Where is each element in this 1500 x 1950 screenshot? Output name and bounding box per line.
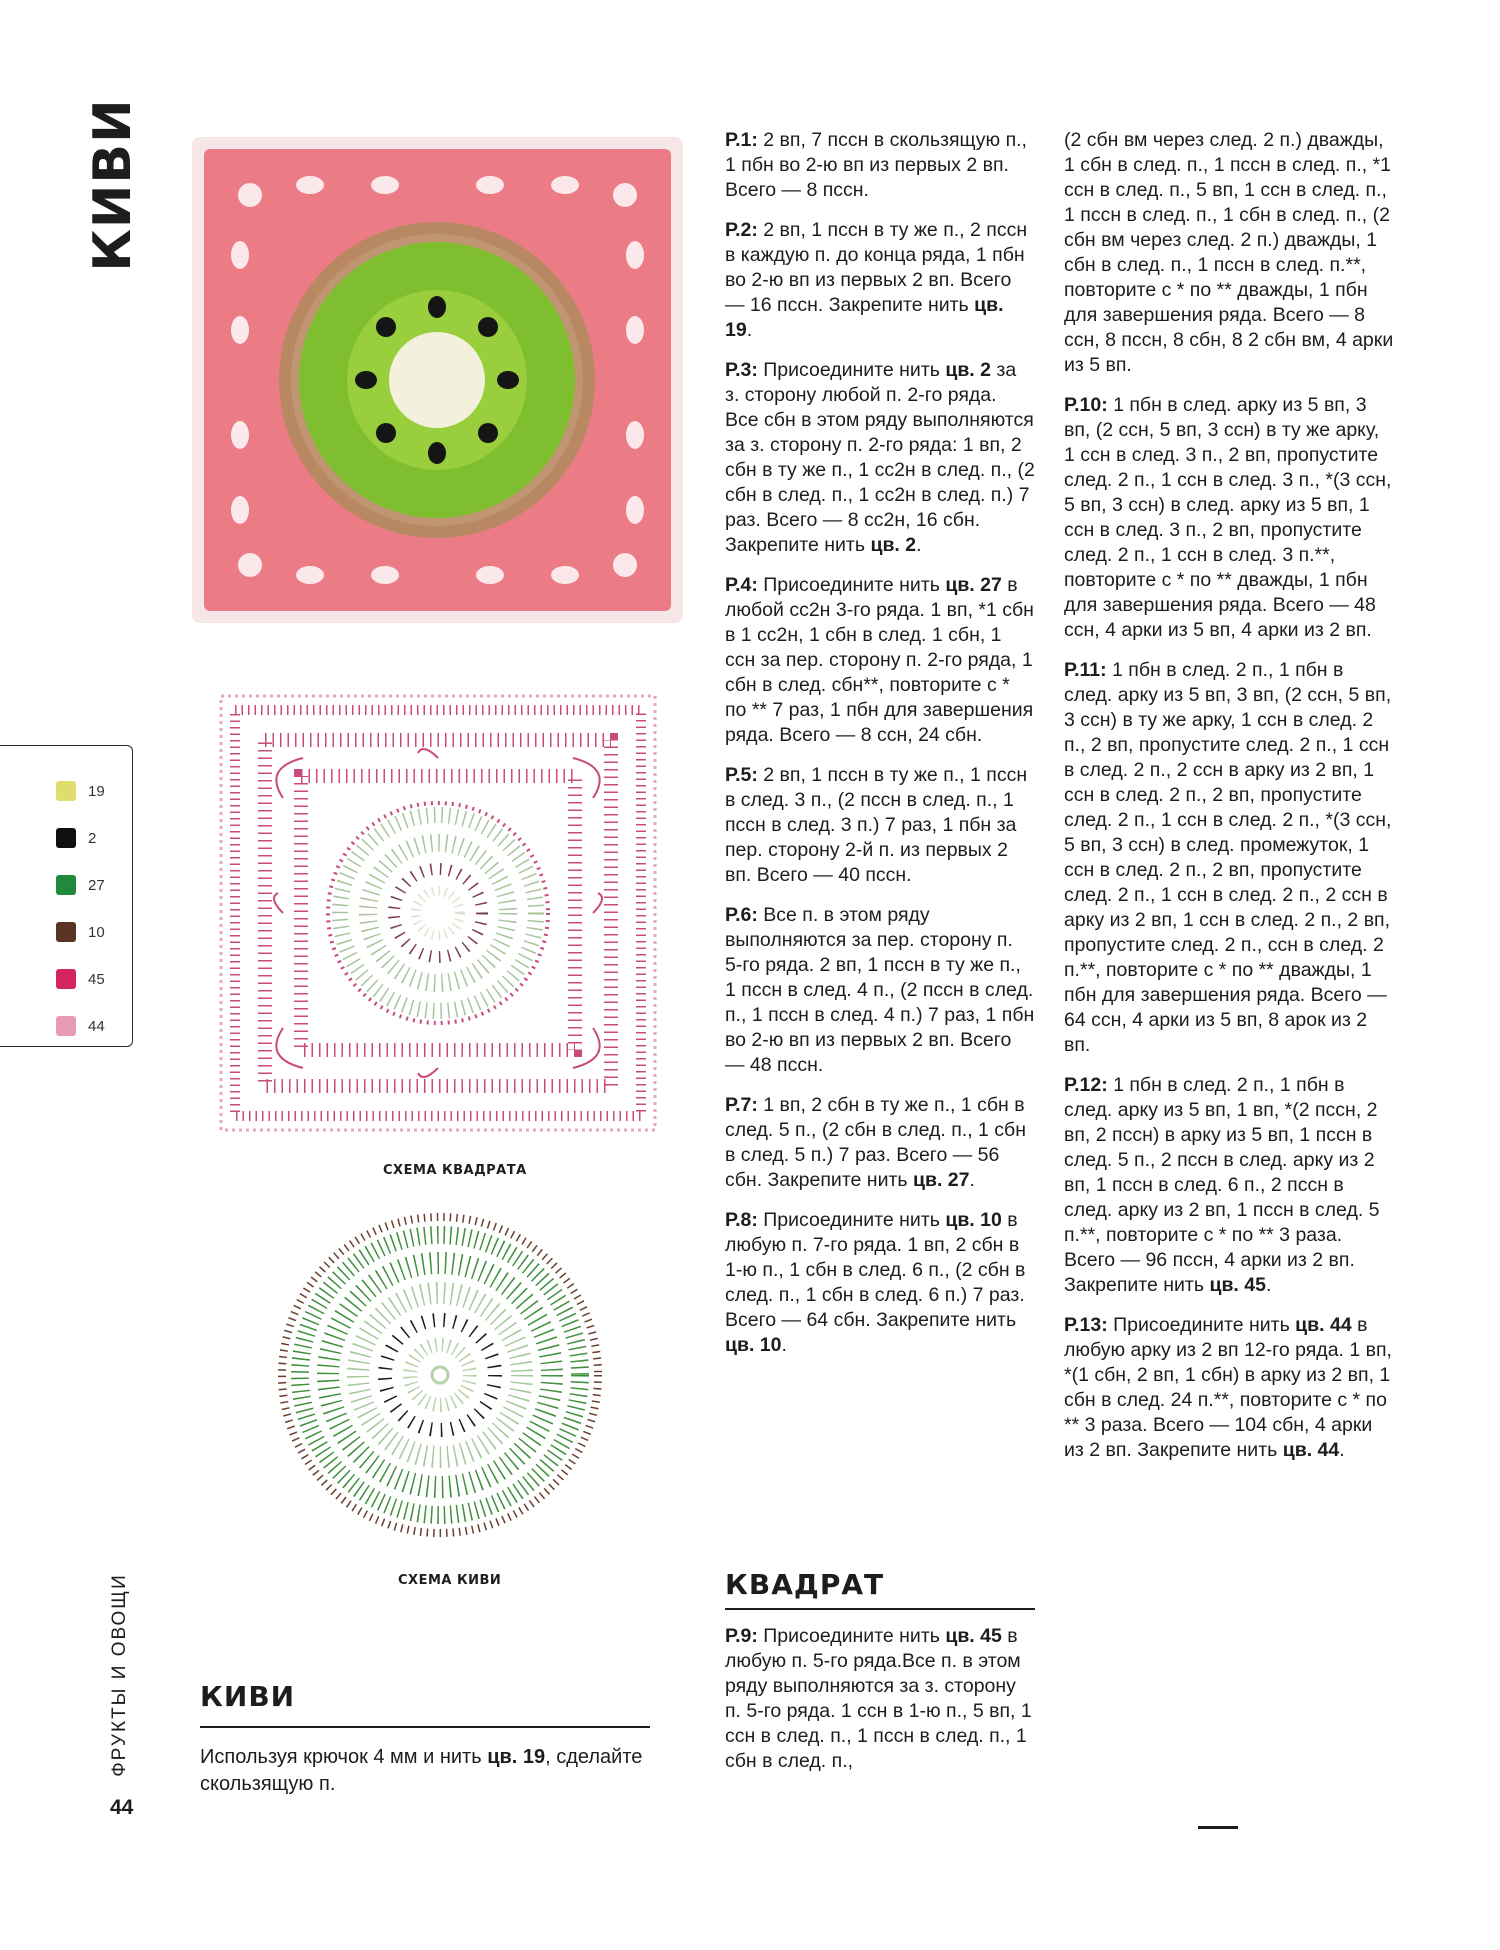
- row-color: цв. 45: [945, 1625, 1002, 1647]
- legend-swatch: [56, 1016, 76, 1036]
- row-text: Присоедините нить: [757, 574, 946, 596]
- chart-center: [416, 891, 460, 935]
- kiwi-center: [432, 1367, 448, 1383]
- chart-row-3: [394, 869, 482, 957]
- legend-swatch: [56, 922, 76, 942]
- row-color: цв. 45: [1209, 1274, 1266, 1296]
- row-9: [725, 1624, 1035, 1774]
- kiwi-intro-color: цв. 19: [487, 1746, 546, 1768]
- row-label: Р.5:: [725, 764, 758, 786]
- row-5: [725, 763, 1035, 888]
- row-text: Присоедините нить: [757, 1209, 946, 1231]
- row-text: Присоедините нить: [757, 359, 946, 381]
- row-text: в любой сс2н 3-го ряда. 1 вп, *1 сбн в 1 сс2н, 1 сбн в след. 1 сбн, 1 ссн за пер. сторону п. 2-го ряда, 1 сбн в след. сбн**, повторите с * по ** 7 раз, 1 пбн для завершения ряда. Всего — 8 ссн, 24 сбн.: [725, 574, 1034, 746]
- page-title-text: КИВИ: [83, 98, 143, 272]
- row-label: Р.6:: [725, 904, 758, 926]
- row-6: [725, 903, 1035, 1078]
- end-dash: [1198, 1826, 1238, 1829]
- row-text: в любую п. 7-го ряда. 1 вп, 2 сбн в 1-ю п., 1 сбн в след. 6 п., (2 сбн в след. п., 1 сбн в след. 6 п.) 7 раз. Всего — 64 сбн. Закрепите нить: [725, 1209, 1026, 1331]
- chart-corner-arcs: [274, 749, 602, 1077]
- legend-item: [56, 922, 105, 942]
- kiwi-intro: [200, 1744, 660, 1798]
- row-label: Р.4:: [725, 574, 758, 596]
- row-text-end: .: [1339, 1439, 1345, 1461]
- row-12: [1064, 1073, 1394, 1298]
- legend-swatch: [56, 828, 76, 848]
- kiwi-square-photo: [190, 135, 685, 625]
- row-color: цв. 19: [725, 294, 1004, 341]
- row-1: [725, 128, 1035, 203]
- row-text: в любую п. 5-го ряда.Все п. в этом ряду выполняются за з. сторону п. 5-го ряда. 1 ссн в 1-ю п., 5 вп, 1 ссн в след. п., 1 пссн в след. п., 1 сбн в след. п.,: [725, 1625, 1032, 1772]
- row-color: цв. 44: [1295, 1314, 1352, 1336]
- legend-item: [56, 875, 105, 895]
- kiwi-chart-diagram: [275, 1210, 605, 1540]
- row-label: Р.3:: [725, 359, 758, 381]
- row-2: [725, 218, 1035, 343]
- row-text-end: .: [969, 1169, 975, 1191]
- legend-swatch: [56, 781, 76, 801]
- pattern-column-1: [725, 128, 1035, 1373]
- pattern-column-2: [1064, 128, 1394, 1478]
- legend-number: 2: [88, 829, 97, 847]
- row-text: 2 вп, 1 пссн в ту же п., 2 пссн в каждую п. до конца ряда, 1 пбн во 2-ю вп из первых 2 вп. Всего — 16 пссн. Закрепите нить: [725, 219, 1028, 316]
- row-label: Р.13:: [1064, 1314, 1108, 1336]
- row-color: цв. 10: [945, 1209, 1002, 1231]
- kiwi-heading-rule: [200, 1726, 650, 1728]
- section-label-text: ФРУКТЫ И ОВОЩИ: [109, 1573, 130, 1777]
- legend-number: 45: [88, 970, 105, 988]
- row-color: цв. 2: [870, 534, 917, 556]
- row-label: Р.11:: [1064, 659, 1107, 681]
- row-color: цв. 10: [725, 1334, 782, 1356]
- row-text: 1 пбн в след. арку из 5 вп, 3 вп, (2 ссн, 5 вп, 3 ссн) в ту же арку, 1 ссн в след. 3 п., 2 вп, пропустите след. 2 п., 1 ссн в след. 3 п., *(3 ссн, 5 вп, 3 ссн) в след. арку из 5 вп, 1 ссн в след. 3 п., 2 вп, пропустите след. 2 п., 1 ссн в след. 3 п.**, повторите с * по ** дважды, 1 пбн для завершения ряда. Всего — 48 ссн, 4 арки из 5 вп, 4 арки из 2 вп.: [1064, 394, 1392, 641]
- row-7: [725, 1093, 1035, 1193]
- row-text: 2 вп, 7 пссн в скользящую п., 1 пбн во 2-ю вп из первых 2 вп. Всего — 8 пссн.: [725, 129, 1027, 201]
- row-label: Р.1:: [725, 129, 758, 151]
- kiwi-core: [389, 332, 485, 428]
- row-13: [1064, 1313, 1394, 1463]
- kiwi-heading: КИВИ: [200, 1680, 296, 1713]
- legend-number: 27: [88, 876, 105, 894]
- row-color: цв. 27: [945, 574, 1002, 596]
- row-11: [1064, 658, 1394, 1058]
- row-9-continued: (2 сбн вм через след. 2 п.) дважды, 1 сбн в след. п., 1 пссн в след. п., *1 ссн в след. п., 5 вп, 1 ссн в след. п., 1 пссн в след. п., 1 сбн в след. п., (2 сбн вм через след. 2 п.) дважды, 1 сбн в след. п., 1 пссн в след. п.**, повторите с * по ** дважды, 1 пбн для завершения ряда. Всего — 8 ссн, 8 пссн, 8 сбн, 8 2 сбн вм, 4 арки из 5 вп.: [1064, 129, 1394, 376]
- row-text: Присоедините нить: [757, 1625, 946, 1647]
- legend-number: 10: [88, 923, 105, 941]
- row-label: Р.7:: [725, 1094, 758, 1116]
- legend-item: [56, 828, 96, 848]
- row-color: цв. 44: [1282, 1439, 1340, 1461]
- square-heading-rule: [725, 1608, 1035, 1610]
- color-legend: [0, 745, 133, 1047]
- row-text: Все п. в этом ряду выполняются за пер. сторону п. 5-го ряда. 2 вп, 1 пссн в ту же п., 1 пссн в след. 4 п., (2 пссн в след. п., 1 пссн в след. 4 п.) 7 раз, 1 пбн во 2-ю вп из первых 2 вп. Всего — 48 пссн.: [725, 904, 1035, 1076]
- row-text-end: .: [1265, 1274, 1272, 1296]
- row-label: Р.9:: [725, 1625, 758, 1647]
- row-text: в любую арку из 2 вп 12-го ряда. 1 вп, *(1 сбн, 2 вп, 1 сбн) в арку из 2 вп, 1 сбн в след. 24 п.**, повторите с * по ** 3 раза. Всего — 104 сбн, 4 арки из 2 вп. Закрепите нить: [1064, 1314, 1392, 1461]
- legend-swatch: [56, 969, 76, 989]
- kiwi-intro-text-end: , сделайте скользящую п.: [200, 1746, 643, 1795]
- square-chart-diagram: [213, 688, 663, 1138]
- legend-number: 19: [88, 782, 105, 800]
- kiwi-square-photo-svg: [190, 135, 685, 625]
- legend-item: [56, 1016, 105, 1036]
- row-text: 1 вп, 2 сбн в ту же п., 1 сбн в след. 5 п., (2 сбн в след. п., 1 сбн в след. 5 п.) 7 раз. Всего — 56 сбн. Закрепите нить: [725, 1094, 1026, 1191]
- row-text: Присоедините нить: [1107, 1314, 1296, 1336]
- legend-item: [56, 969, 105, 989]
- kiwi-row-2: [410, 1345, 470, 1405]
- row-text: за з. сторону любой п. 2-го ряда. Все сбн в этом ряду выполняются за з. сторону п. 2-го ряда: 1 вп, 2 сбн в ту же п., 1 сс2н в след. п., (2 сбн в след. п., 1 сс2н в след. п.) 7 раз. Всего — 8 сс2н, 16 сбн. Закрепите нить: [725, 359, 1035, 556]
- square-chart-svg: [213, 688, 663, 1138]
- row-color: цв. 2: [945, 359, 991, 381]
- kiwi-row-7: [300, 1235, 580, 1515]
- kiwi-chart-svg: [275, 1210, 605, 1540]
- row-4: [725, 573, 1035, 748]
- row-3: [725, 358, 1035, 558]
- row-text: 2 вп, 1 пссн в ту же п., 1 пссн в след. 3 п., (2 пссн в след. п., 1 пссн в след. 3 п.) 7 раз, 1 пбн за пер. сторону 2-й п. из первых 2 вп. Всего — 40 пссн.: [725, 764, 1028, 886]
- row-text: 1 пбн в след. 2 п., 1 пбн в след. арку из 5 вп, 1 вп, *(2 пссн, 2 вп, 2 пссн) в арку из 5 вп, 1 пссн в след. 5 п., 2 пссн в след. арку из 2 вп, 1 пссн в след. 6 п., 2 пссн в след. арку из 2 вп, 1 пссн в след. 5 п.**, повторите с * по ** 3 раза. Всего — 96 пссн, 4 арки из 2 вп. Закрепите нить: [1064, 1074, 1380, 1296]
- row-color: цв. 27: [912, 1169, 970, 1191]
- legend-swatch: [56, 875, 76, 895]
- row-label: Р.8:: [725, 1209, 758, 1231]
- pattern-column-1-bottom: [725, 1624, 1035, 1789]
- square-chart-caption: СХЕМА КВАДРАТА: [383, 1163, 527, 1178]
- row-text-end: .: [916, 534, 922, 556]
- section-label: [95, 1560, 145, 1790]
- legend-item: [56, 781, 105, 801]
- chart-row-11: [265, 740, 611, 1086]
- row-text-end: .: [781, 1334, 787, 1356]
- row-text: 1 пбн в след. 2 п., 1 пбн в след. арку из 5 вп, 3 вп, (2 ссн, 5 вп, 3 ссн) в ту же арку, 1 ссн в след. 2 п., 2 вп, пропустите след. 2 п., 1 ссн в след. 2 п., 2 ссн в арку из 2 вп, 1 ссн в след. 2 п., 2 вп, пропустите след. 2 п., 1 ссн в след. 2 п., *(3 ссн, 5 вп, 3 ссн) в след. промежуток, 1 ссн в след. 2 п., 2 вп, пропустите след. 2 п., 1 ссн в след. 2 п., 2 ссн в арку из 2 вп, 1 ссн в след. 2 п., 2 вп, пропустите след. 2 п., ссн в след. 2 п.**, повторите с * по ** дважды, 1 пбн для завершения ряда. Всего — 64 ссн, 4 арки из 5 вп, 8 арок из 2 вп.: [1064, 659, 1392, 1056]
- kiwi-row-3: [385, 1320, 495, 1430]
- page-number: 44: [110, 1796, 134, 1819]
- square-heading: КВАДРАТ: [725, 1568, 885, 1601]
- page-title: [78, 98, 148, 272]
- row-label: Р.2:: [725, 219, 758, 241]
- row-10: [1064, 393, 1394, 643]
- row-text-end: .: [746, 319, 753, 341]
- row-8: [725, 1208, 1035, 1358]
- kiwi-intro-text: Используя крючок 4 мм и нить: [200, 1746, 488, 1768]
- row-label: Р.12:: [1064, 1074, 1108, 1096]
- legend-number: 44: [88, 1017, 105, 1035]
- chart-outer-row: [221, 696, 655, 1130]
- kiwi-chart-caption: СХЕМА КИВИ: [398, 1573, 502, 1588]
- row-label: Р.10:: [1064, 394, 1108, 416]
